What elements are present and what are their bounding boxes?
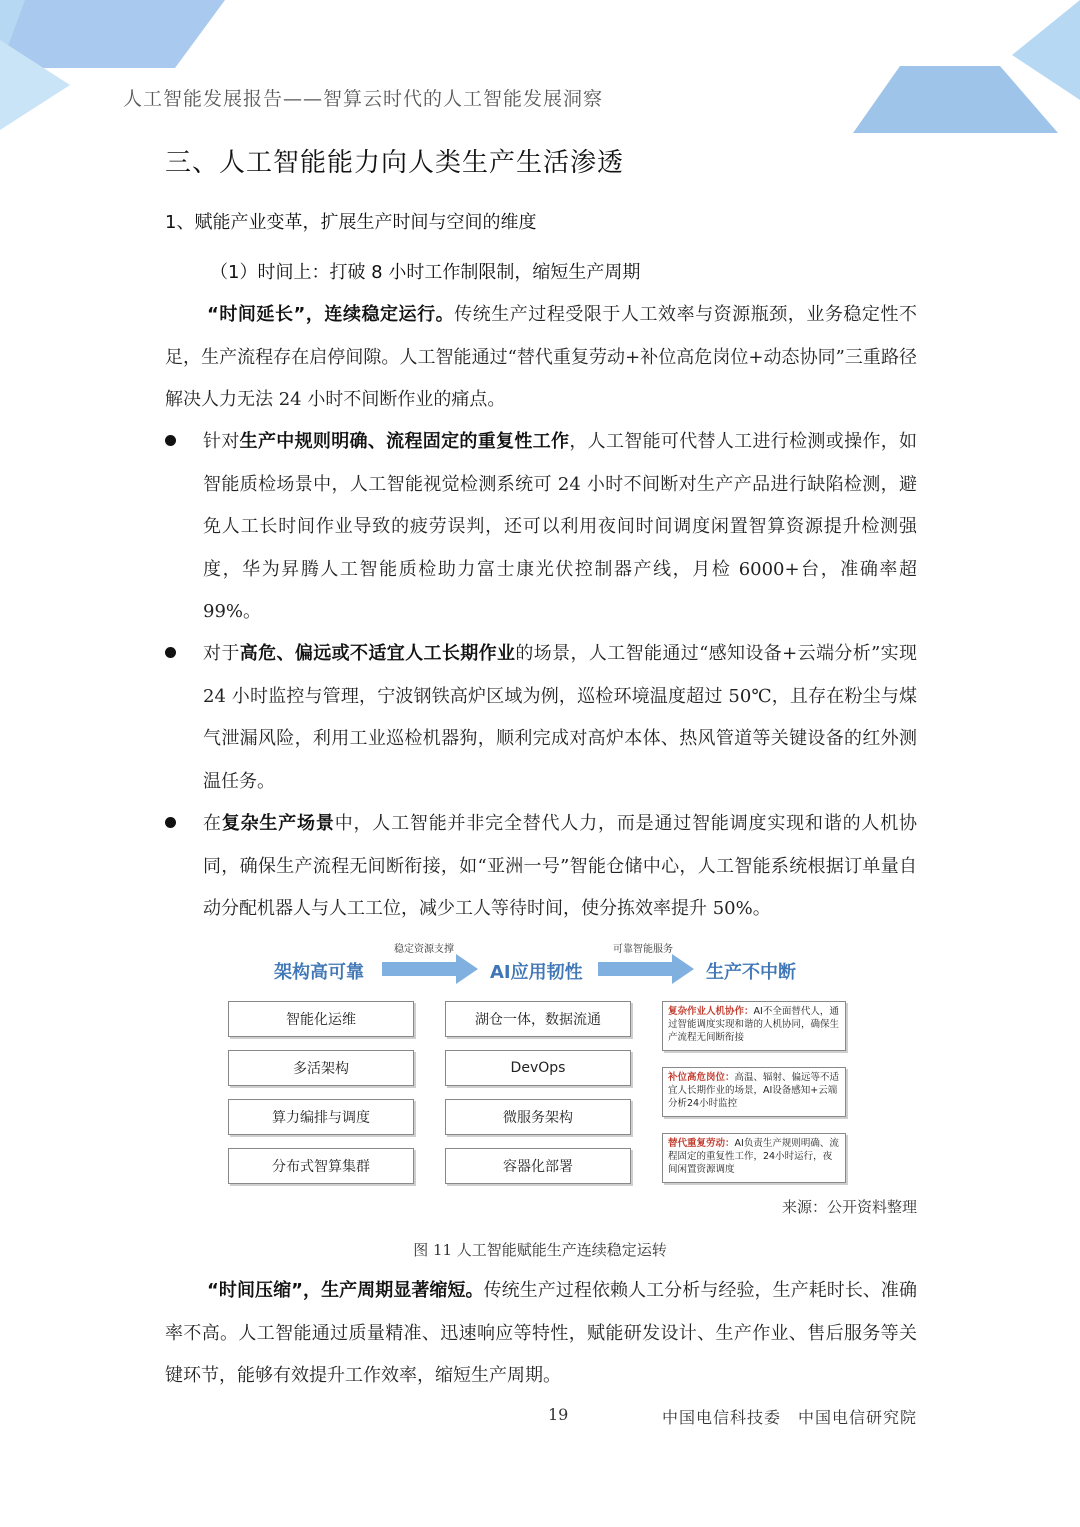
figure-header-ai-resilience: AI应用韧性 (490, 962, 583, 983)
figure-caption: 图 11 人工智能赋能生产连续稳定运转 (413, 1241, 667, 1259)
page-number: 19 (548, 1405, 569, 1424)
subsection-title: 1、赋能产业变革，扩展生产时间与空间的维度 (165, 212, 537, 233)
figure-source: 来源：公开资料整理 (781, 1198, 917, 1216)
bullet-post: 中，人工智能并非完全替代人力，而是通过智能调度实现和谐的人机协同，确保生产流程无间断衔接，如“亚洲一号”智能仓储中心，人工智能系统根据订单量自动分配机器人与人工工位，减少工人等待时间，使分拣效率提升 50%。 (203, 813, 918, 919)
paragraph-lead: “时间延长”，连续稳定运行。 (207, 304, 455, 325)
bullet-item (165, 633, 917, 803)
box-distributed-cluster: 分布式智算集群 (228, 1148, 414, 1184)
note-repetitive (662, 1133, 846, 1183)
box-devops: DevOps (445, 1050, 631, 1086)
paragraph-body: 传统生产过程受限于人工效率与资源瓶颈，业务稳定性不足，生产流程存在启停间隙。人工智能通过“替代重复劳动+补位高危岗位+动态协同”三重路径解决人力无法 24 小时不间断作业的痛点。 (165, 304, 917, 410)
note-title: 复杂作业人机协作： (668, 1006, 754, 1017)
figure-diagram (228, 938, 848, 1188)
note-text: 高温、辐射、偏远等不适宜人长期作业的场景，AI设备感知+云端分析24小时监控 (668, 1072, 840, 1109)
paragraph-body: 传统生产过程依赖人工分析与经验，生产耗时长、准确率不高。人工智能通过质量精准、迅速响应等特性，赋能研发设计、生产作业、售后服务等关键环节，能够有效提升工作效率，缩短生产周期。 (165, 1280, 917, 1386)
bullet-bold: 高危、偏远或不适宜人工长期作业 (239, 643, 516, 664)
bullet-post: ，人工智能可代替人工进行检测或操作，如智能质检场景中，人工智能视觉检测系统可 24 小时不间断对生产产品进行缺陷检测，避免人工长时间作业导致的疲劳误判，还可以利用夜间时间调度闲置智算资源提升检测强度，华为昇腾人工智能质检助力富士康光伏控制器产线，月检 6000+台，准确率超 99%。 (203, 431, 918, 622)
paragraph-lead: “时间压缩”，生产周期显著缩短。 (207, 1280, 484, 1301)
note-title: 替代重复劳动： (668, 1138, 735, 1149)
bullet-post: 的场景，人工智能通过“感知设备+云端分析”实现 24 小时监控与管理，宁波钢铁高炉区域为例，巡检环境温度超过 50℃，且存在粉尘与煤气泄漏风险，利用工业巡检机器狗，顺利完成对高炉本体、热风管道等关键设备的红外测温任务。 (203, 643, 918, 792)
box-containers: 容器化部署 (445, 1148, 631, 1184)
right-arrow-icon (382, 954, 482, 984)
box-multi-active: 多活架构 (228, 1050, 414, 1086)
bullet-bold: 生产中规则明确、流程固定的重复性工作 (239, 431, 570, 452)
paragraph-time-compression (165, 1270, 917, 1398)
header-decoration (0, 0, 1080, 140)
bullet-pre: 在 (203, 813, 222, 834)
bullet-bold: 复杂生产场景 (221, 813, 335, 834)
box-lakehouse: 湖仓一体，数据流通 (445, 1001, 631, 1037)
note-text: AI不全面替代人，通过智能调度实现和谐的人机协同，确保生产流程无间断衔接 (668, 1006, 840, 1043)
bullet-item (165, 803, 917, 931)
bullet-dot-icon (165, 817, 176, 828)
note-title: 补位高危岗位： (668, 1072, 735, 1083)
note-high-risk (662, 1067, 846, 1117)
figure-header-architecture: 架构高可靠 (274, 962, 364, 983)
box-intelligent-ops: 智能化运维 (228, 1001, 414, 1037)
arrow-label-2: 可靠智能服务 (613, 944, 673, 955)
bullet-dot-icon (165, 647, 176, 658)
figure-header-production: 生产不中断 (706, 962, 796, 983)
bullet-pre: 针对 (203, 431, 240, 452)
arrow-label-1: 稳定资源支撑 (394, 944, 454, 955)
section-title: 三、人工智能能力向人类生产生活渗透 (165, 148, 625, 178)
footer-organization: 中国电信科技委 中国电信研究院 (661, 1408, 917, 1427)
bullet-dot-icon (165, 435, 176, 446)
running-title: 人工智能发展报告——智算云时代的人工智能发展洞察 (123, 88, 604, 110)
note-human-machine (662, 1001, 846, 1051)
paragraph-time-extension (165, 294, 917, 422)
subsubsection-title: （1）时间上：打破 8 小时工作制限制，缩短生产周期 (210, 262, 641, 283)
bullet-pre: 对于 (203, 643, 240, 664)
bullet-item (165, 421, 917, 634)
box-compute-scheduling: 算力编排与调度 (228, 1099, 414, 1135)
box-microservices: 微服务架构 (445, 1099, 631, 1135)
note-text: AI负责生产规则明确、流程固定的重复性工作，24小时运行，夜间闲置资源调度 (668, 1138, 839, 1175)
right-arrow-icon (598, 954, 698, 984)
